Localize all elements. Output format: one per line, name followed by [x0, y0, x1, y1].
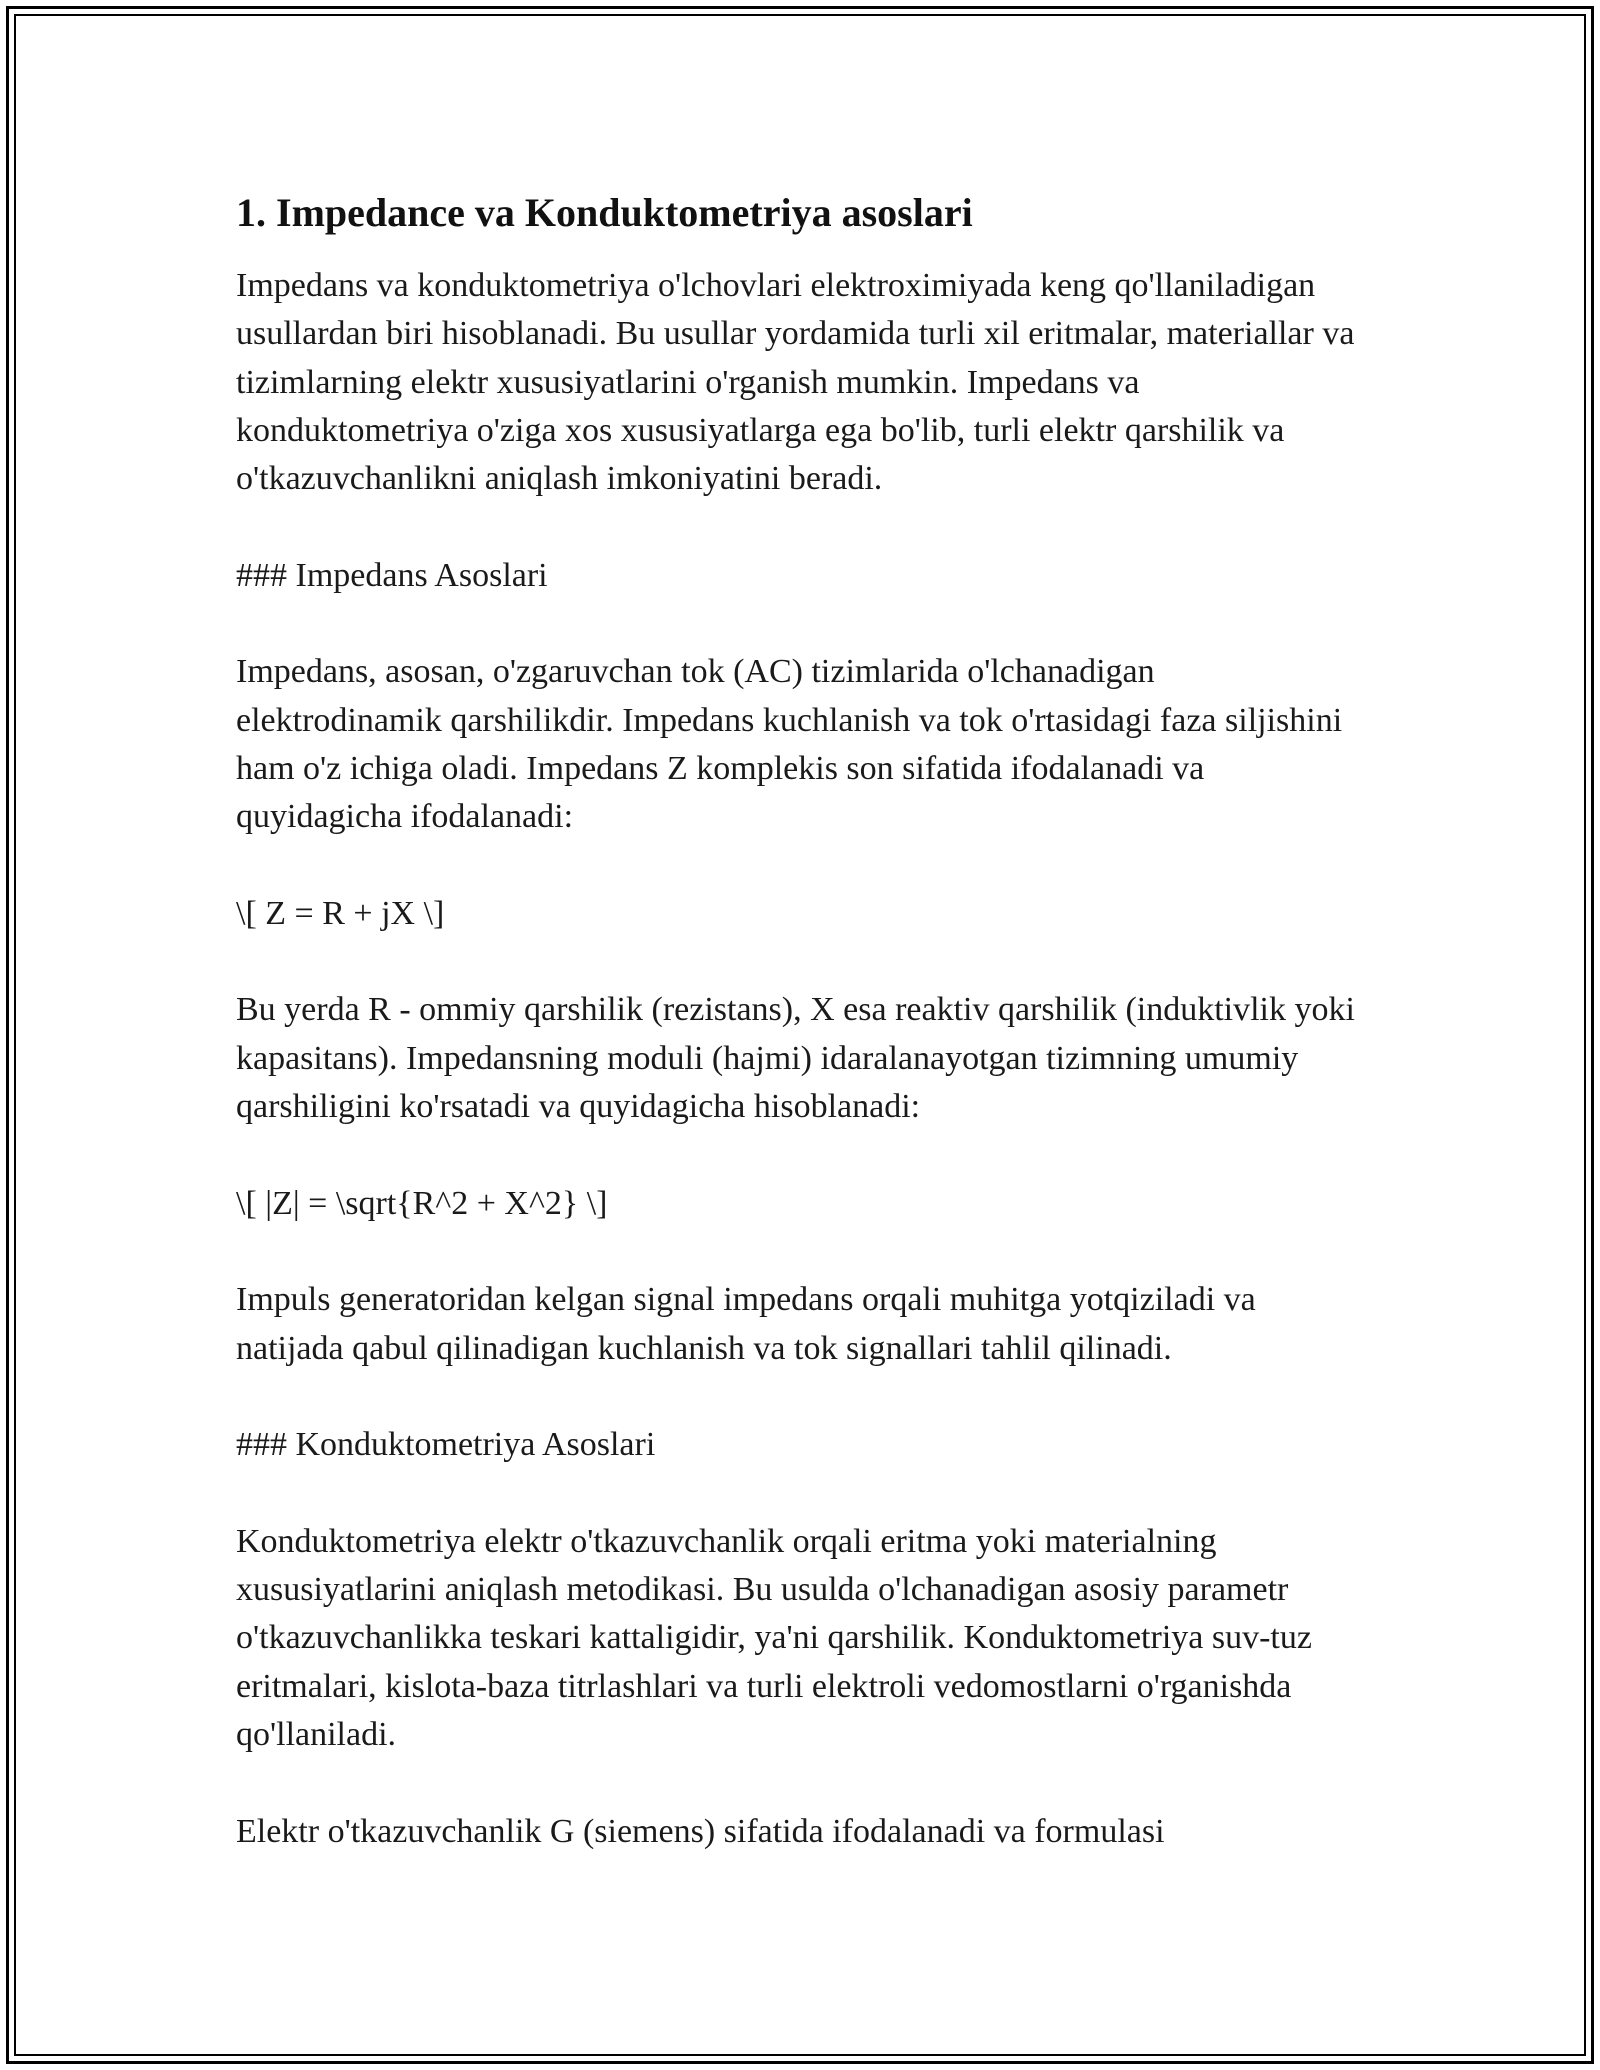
impedance-paragraph: Impedans, asosan, o'zgaruvchan tok (AC) tizimlarida o'lchanadigan elektrodinamik qarshilikdir. Impedans kuchlanish va tok o'rtasidagi faza siljishini ham o'z ichiga oladi. Impedans Z komplekis son sifatida ifodalanadi va quyidagicha ifodalanadi:	[236, 653, 1343, 836]
impedance-formula: \[ Z = R + jX \]	[236, 894, 445, 932]
intro-paragraph: Impedans va konduktometriya o'lchovlari elektroximiyada keng qo'llaniladigan usullardan biri hisoblanadi. Bu usullar yordamida turli xil eritmalar, materiallar va tizimlarning elektr xususiyatlarini o'rganish mumkin. Impedans va konduktometriya o'ziga xos xususiyatlarga ega bo'lib, turli elektr qarshilik va o'tkazuvchanlikni aniqlash imkoniyatini beradi.	[236, 267, 1355, 498]
impulse-paragraph: Impuls generatoridan kelgan signal impedans orqali muhitga yotqiziladi va natijada qabul qilinadigan kuchlanish va tok signallari tahlil qilinadi.	[236, 1281, 1256, 1367]
document-body	[236, 186, 1366, 1856]
impedance-heading: ### Impedans Asoslari	[236, 556, 548, 594]
impedance-explanation-paragraph: Bu yerda R - ommiy qarshilik (rezistans), X esa reaktiv qarshilik (induktivlik yoki kapasitans). Impedansning moduli (hajmi) idaralanayotgan tizimning umumiy qarshiligini ko'rsatadi va quyidagicha hisoblanadi:	[236, 991, 1355, 1126]
impedance-modulus-formula: \[ |Z| = \sqrt{R^2 + X^2} \]	[236, 1184, 608, 1222]
conductometry-heading: ### Konduktometriya Asoslari	[236, 1426, 656, 1464]
conductance-paragraph: Elektr o'tkazuvchanlik G (siemens) sifatida ifodalanadi va formulasi	[236, 1812, 1165, 1850]
conductometry-paragraph: Konduktometriya elektr o'tkazuvchanlik orqali eritma yoki materialning xususiyatlarini aniqlash metodikasi. Bu usulda o'lchanadigan asosiy parametr o'tkazuvchanlikka teskari kattaligidir, ya'ni qarshilik. Konduktometriya suv-tuz eritmalari, kislota-baza titrlashlari va turli elektroli vedomostlarni o'rganishda qo'llaniladi.	[236, 1522, 1312, 1753]
document-title: 1. Impedance va Konduktometriya asoslari	[236, 190, 973, 235]
